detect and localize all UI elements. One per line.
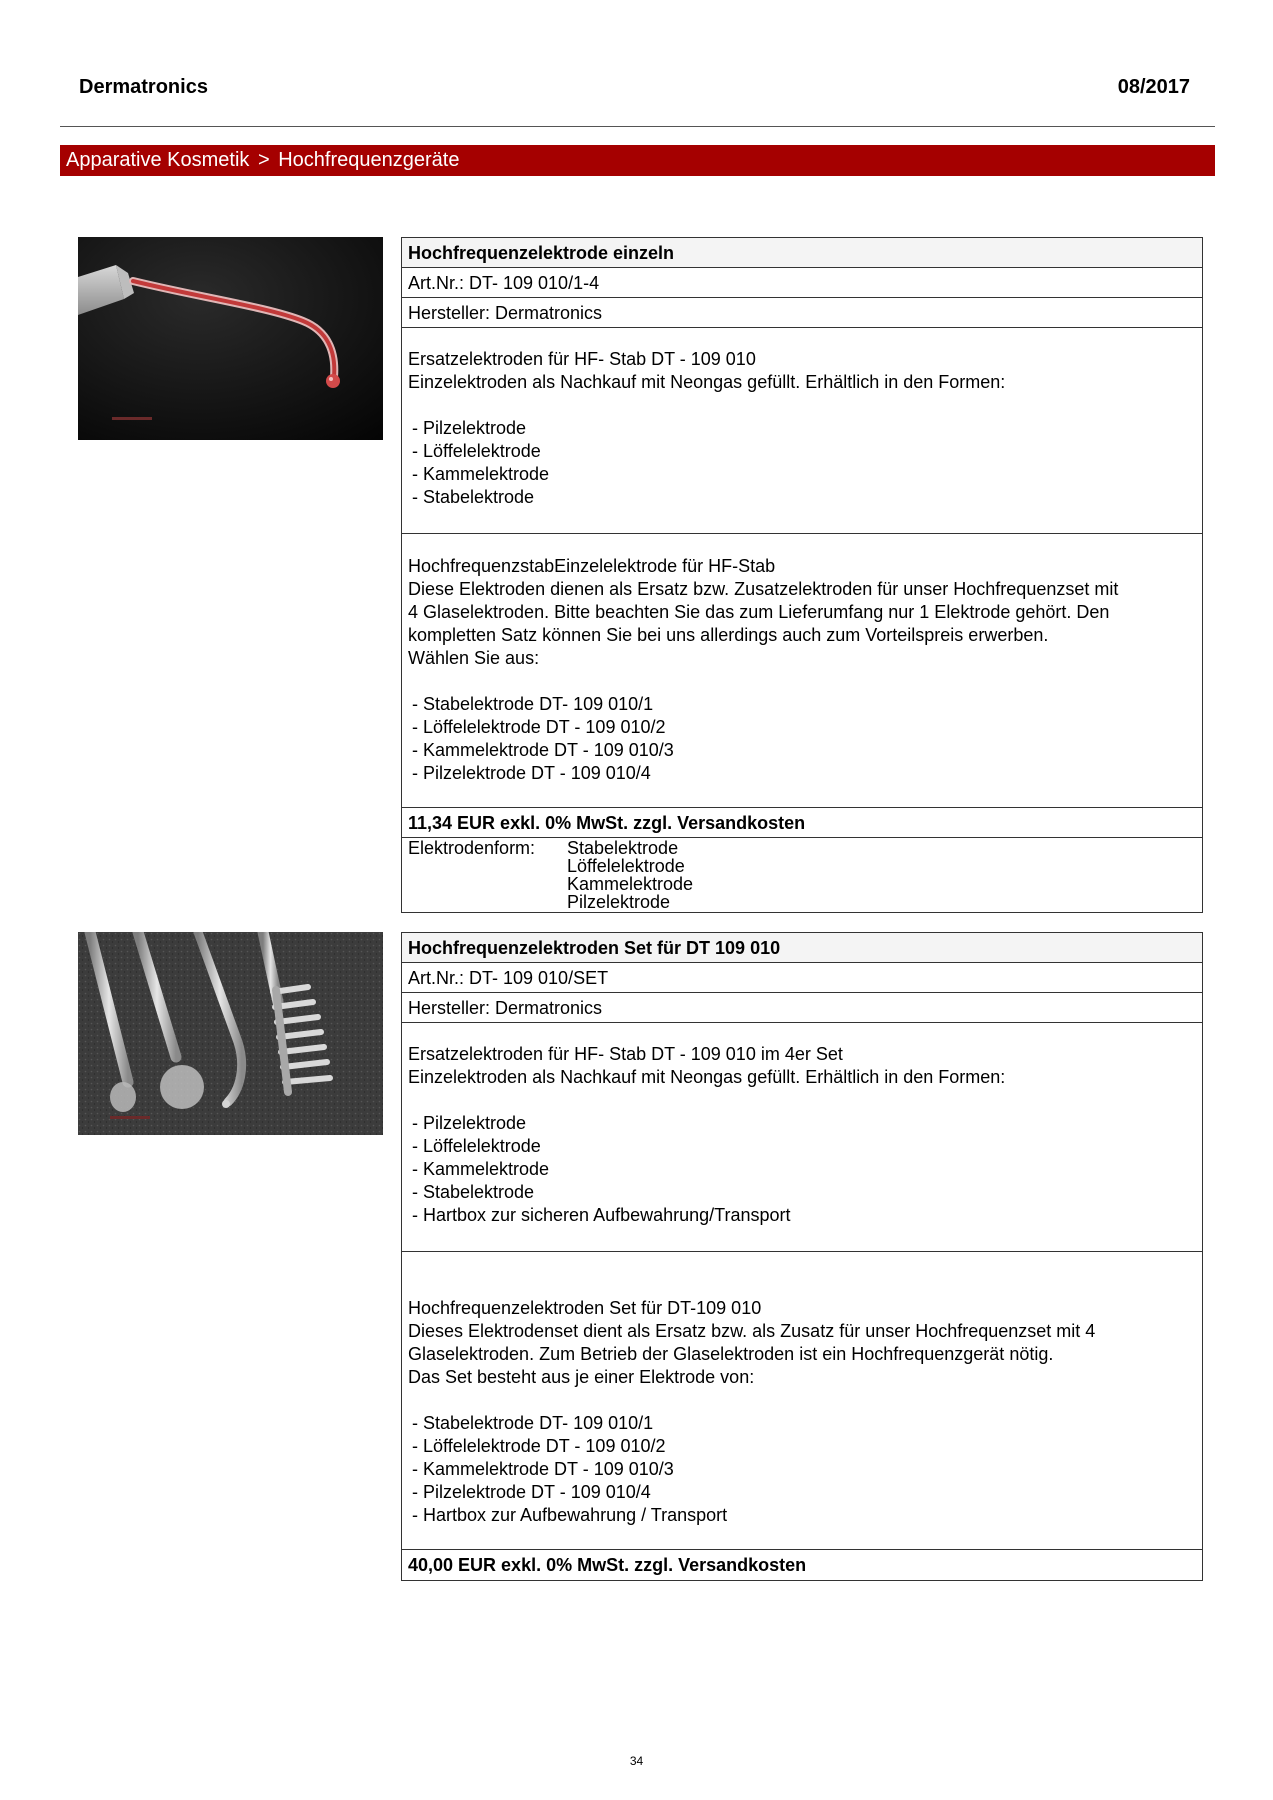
product-card-electrode-set — [401, 932, 1203, 1581]
list-item: - Hartbox zur Aufbewahrung / Transport — [412, 1505, 728, 1525]
article-number: Art.Nr.: DT- 109 010/SET — [402, 963, 1202, 993]
short-desc-line: Ersatzelektroden für HF- Stab DT - 109 010 — [408, 349, 756, 369]
price: 11,34 EUR exkl. 0% MwSt. zzgl. Versandkosten — [402, 808, 1202, 838]
list-item: - Hartbox zur sicheren Aufbewahrung/Transport — [412, 1205, 791, 1225]
long-desc-line: Glaselektroden. Zum Betrieb der Glaselektroden ist ein Hochfrequenzgerät nötig. — [408, 1344, 1054, 1364]
option-stabelektrode[interactable]: Stabelektrode — [567, 838, 679, 858]
list-item: - Stabelektrode — [412, 487, 535, 507]
long-desc-line: HochfrequenzstabEinzelelektrode für HF-Stab — [408, 556, 776, 576]
option-label: Elektrodenform: — [408, 838, 536, 858]
list-item: - Kammelektrode — [412, 464, 550, 484]
spacer — [408, 1389, 1196, 1412]
product-title[interactable]: Hochfrequenzelektroden Set für DT 109 010 — [402, 933, 1202, 963]
product-image-electrode-set — [78, 932, 383, 1135]
long-description — [402, 534, 1202, 808]
page-number: 34 — [629, 1754, 644, 1768]
header-divider — [60, 126, 1215, 127]
long-desc-line: Das Set besteht aus je einer Elektrode von: — [408, 1367, 755, 1387]
list-item: - Pilzelektrode — [412, 418, 527, 438]
product-title[interactable]: Hochfrequenzelektrode einzeln — [402, 238, 1202, 268]
list-item: - Pilzelektrode DT - 109 010/4 — [412, 763, 651, 783]
spacer — [408, 394, 1196, 417]
short-description — [402, 1023, 1202, 1252]
option-pilzelektrode[interactable]: Pilzelektrode — [567, 892, 671, 912]
manufacturer: Hersteller: Dermatronics — [402, 298, 1202, 328]
article-number: Art.Nr.: DT- 109 010/1-4 — [402, 268, 1202, 298]
document-date: 08/2017 — [1117, 76, 1190, 98]
list-item: - Pilzelektrode DT - 109 010/4 — [412, 1482, 651, 1502]
long-description — [402, 1252, 1202, 1550]
spacer — [408, 670, 1196, 693]
spacer — [408, 1089, 1196, 1112]
option-selector[interactable] — [402, 838, 1202, 912]
long-desc-line: Diese Elektroden dienen als Ersatz bzw. Zusatzelektroden für unser Hochfrequenzset mit — [408, 579, 1119, 599]
list-item: - Löffelelektrode — [412, 1136, 541, 1156]
company-name: Dermatronics — [79, 76, 208, 98]
breadcrumb-separator: > — [257, 149, 270, 171]
manufacturer: Hersteller: Dermatronics — [402, 993, 1202, 1023]
short-desc-line: Einzelektroden als Nachkauf mit Neongas gefüllt. Erhältlich in den Formen: — [408, 1067, 1006, 1087]
option-kammelektrode[interactable]: Kammelektrode — [567, 874, 694, 894]
option-loeffelelektrode[interactable]: Löffelelektrode — [567, 856, 685, 876]
long-desc-line: kompletten Satz können Sie bei uns allerdings auch zum Vorteilspreis erwerben. — [408, 625, 1049, 645]
product-image-single-electrode — [78, 237, 383, 440]
long-desc-line: Hochfrequenzelektroden Set für DT-109 010 — [408, 1298, 762, 1318]
list-item: - Löffelelektrode DT - 109 010/2 — [412, 1436, 666, 1456]
price: 40,00 EUR exkl. 0% MwSt. zzgl. Versandkosten — [408, 1555, 807, 1575]
list-item: - Löffelelektrode — [412, 441, 541, 461]
list-item: - Kammelektrode DT - 109 010/3 — [412, 1459, 674, 1479]
list-item: - Stabelektrode DT- 109 010/1 — [412, 694, 654, 714]
short-description — [402, 328, 1202, 534]
breadcrumb — [60, 145, 1215, 176]
breadcrumb-subcategory[interactable]: Hochfrequenzgeräte — [278, 149, 460, 171]
list-item: - Löffelelektrode DT - 109 010/2 — [412, 717, 666, 737]
list-item: - Stabelektrode DT- 109 010/1 — [412, 1413, 654, 1433]
list-item: - Kammelektrode DT - 109 010/3 — [412, 740, 674, 760]
list-item: - Kammelektrode — [412, 1159, 550, 1179]
short-desc-line: Ersatzelektroden für HF- Stab DT - 109 010 im 4er Set — [408, 1044, 843, 1064]
long-desc-line: Wählen Sie aus: — [408, 648, 540, 668]
product-card-single-electrode — [401, 237, 1203, 913]
short-desc-line: Einzelektroden als Nachkauf mit Neongas gefüllt. Erhältlich in den Formen: — [408, 372, 1006, 392]
long-desc-line: 4 Glaselektroden. Bitte beachten Sie das zum Lieferumfang nur 1 Elektrode gehört. Den — [408, 602, 1110, 622]
breadcrumb-category[interactable]: Apparative Kosmetik — [66, 149, 250, 171]
list-item: - Stabelektrode — [412, 1182, 535, 1202]
long-desc-line: Dieses Elektrodenset dient als Ersatz bzw. als Zusatz für unser Hochfrequenzset mit 4 — [408, 1321, 1096, 1341]
list-item: - Pilzelektrode — [412, 1113, 527, 1133]
